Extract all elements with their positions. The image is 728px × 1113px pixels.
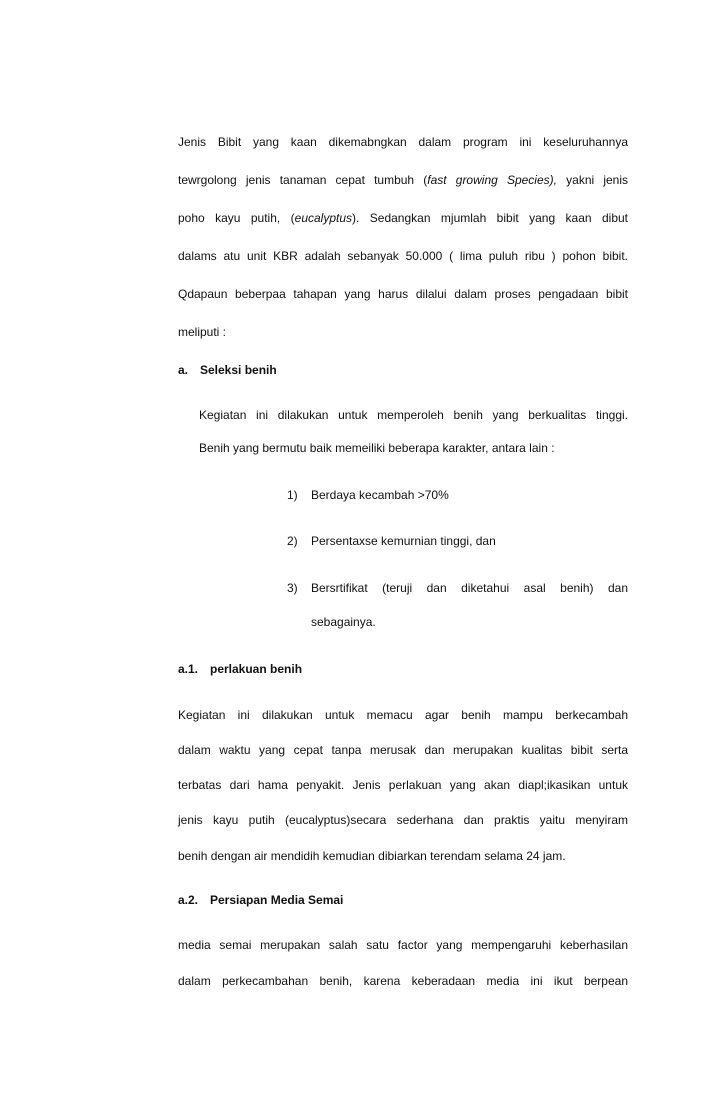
intro-line-5: Qdapaun beberpaa tahapan yang harus dilalui dalam proses pengadaan bibit [178,287,628,301]
intro-line-3: poho kayu putih, (eucalyptus). Sedangkan mjumlah bibit yang kaan dibut [178,211,628,225]
section-a1-heading: a.1. perlakuan benih [178,662,303,676]
list-item-3-text: Bersrtifikat (teruji dan diketahui asal benih) dan [311,581,628,595]
intro-line-6: meliputi : [178,325,227,339]
section-a1-line-1: Kegiatan ini dilakukan untuk memacu agar benih mampu berkecambah [178,708,628,722]
list-item-3-continuation: sebagainya. [311,615,376,629]
section-a-heading: a. Seleksi benih [178,363,277,377]
section-a2-line-2: dalam perkecambahan benih, karena keberadaan media ini ikut berpean [178,974,628,988]
list-item-1-number: 1) [287,488,298,502]
list-item-3-number: 3) [287,581,298,595]
list-item-2-text: Persentaxse kemurnian tinggi, dan [311,534,496,548]
list-item-1-text: Berdaya kecambah >70% [311,488,449,502]
section-a1-line-3: terbatas dari hama penyakit. Jenis perlakuan yang akan diapl;ikasikan untuk [178,778,628,792]
section-a-paragraph-line-2: Benih yang bermutu baik memeiliki beberapa karakter, antara lain : [199,441,555,455]
section-a2-heading: a.2. Persiapan Media Semai [178,893,344,907]
section-a1-line-4: jenis kayu putih (eucalyptus)secara sederhana dan praktis yaitu menyiram [178,813,628,827]
intro-line-2: tewrgolong jenis tanaman cepat tumbuh (fast growing Species), yakni jenis [178,173,628,187]
section-a-paragraph-line-1: Kegiatan ini dilakukan untuk memperoleh benih yang berkualitas tinggi. [199,408,628,422]
section-a1-line-5: benih dengan air mendidih kemudian dibiarkan terendam selama 24 jam. [178,849,566,863]
intro-line-1: Jenis Bibit yang kaan dikemabngkan dalam program ini keseluruhannya [178,135,628,149]
section-a1-line-2: dalam waktu yang cepat tanpa merusak dan merupakan kualitas bibit serta [178,743,628,757]
section-a2-line-1: media semai merupakan salah satu factor yang mempengaruhi keberhasilan [178,938,628,952]
intro-line-4: dalams atu unit KBR adalah sebanyak 50.000 ( lima puluh ribu ) pohon bibit. [178,249,628,263]
list-item-2-number: 2) [287,534,298,548]
